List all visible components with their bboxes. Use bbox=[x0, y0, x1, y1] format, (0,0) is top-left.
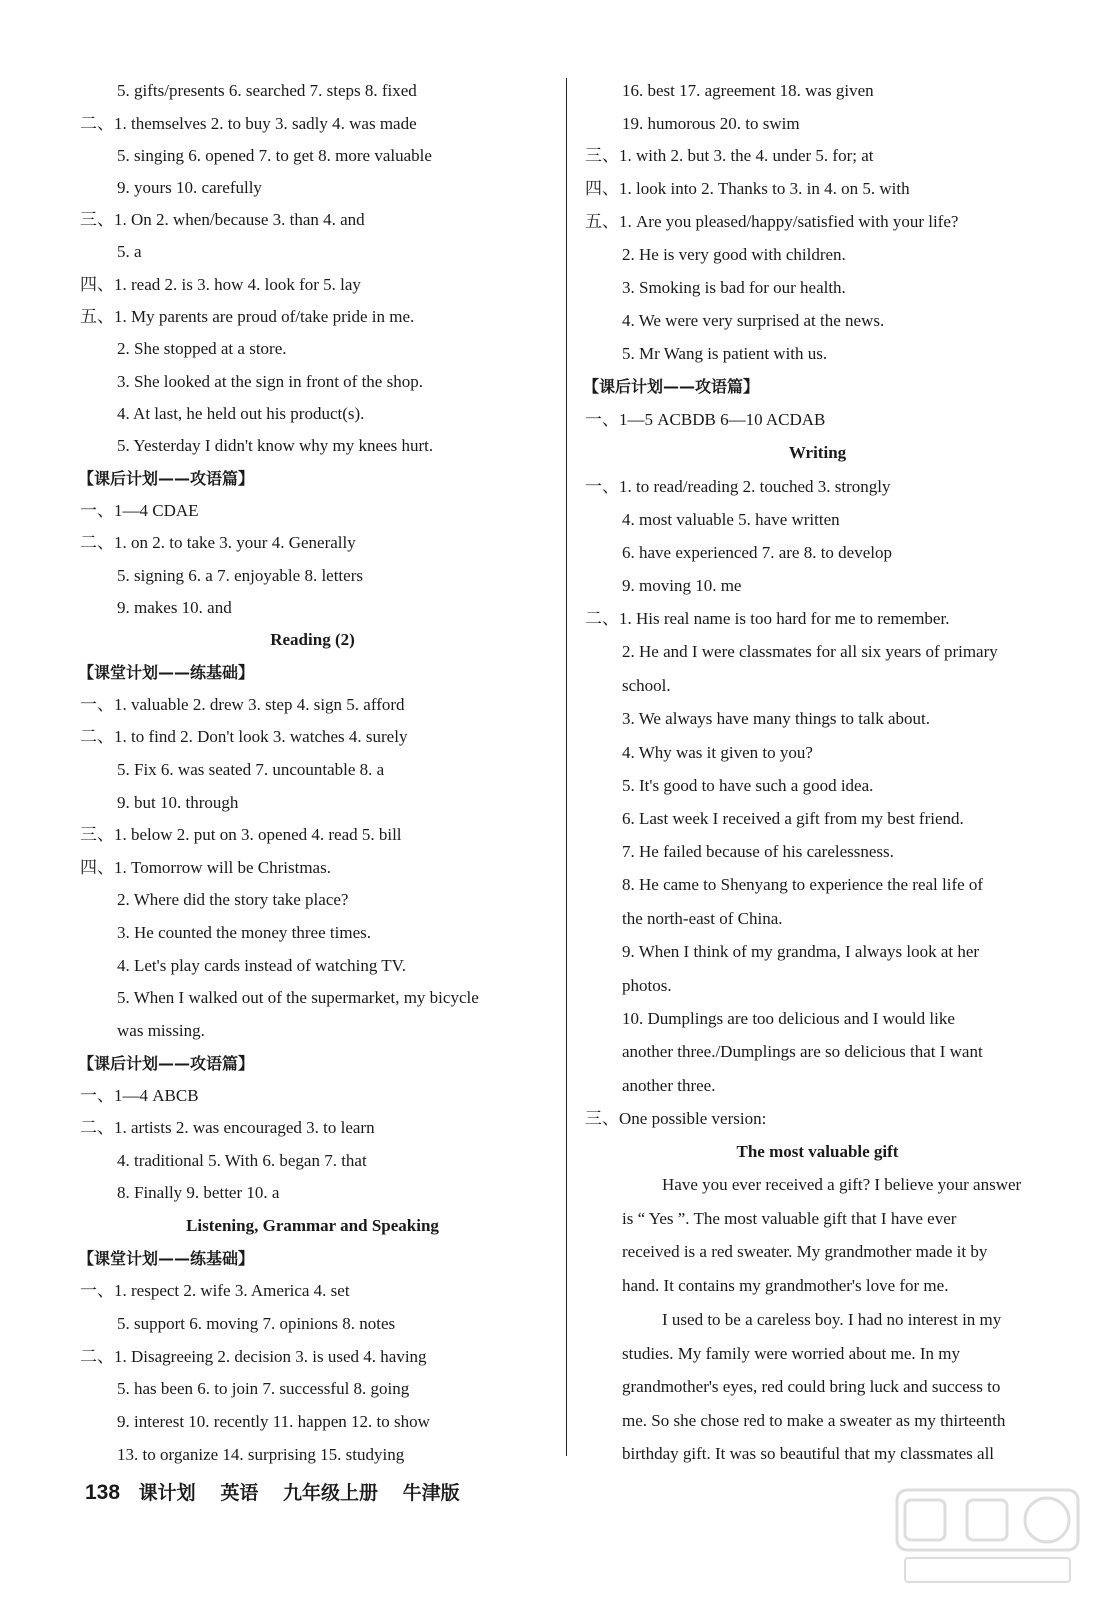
answer-line: 3. We always have many things to talk about. bbox=[622, 709, 931, 728]
answer-line: 五、1. My parents are proud of/take pride in me. bbox=[80, 307, 415, 326]
answer-line: 3. He counted the money three times. bbox=[117, 923, 371, 942]
essay-line: is “ Yes ”. The most valuable gift that I have ever bbox=[622, 1209, 957, 1228]
section-header: 【课后计划——攻语篇】 bbox=[78, 469, 255, 488]
answer-line: the north-east of China. bbox=[622, 909, 783, 928]
answer-line: 10. Dumplings are too delicious and I would like bbox=[622, 1009, 955, 1028]
answer-line: 4. Let's play cards instead of watching TV. bbox=[117, 956, 407, 975]
answer-line: 6. have experienced 7. are 8. to develop bbox=[622, 543, 892, 562]
answer-line: 5. Yesterday I didn't know why my knees hurt. bbox=[117, 436, 434, 455]
answer-line: 6. Last week I received a gift from my best friend. bbox=[622, 809, 964, 828]
answer-line: 5. singing 6. opened 7. to get 8. more valuable bbox=[117, 146, 432, 165]
answer-line: 9. interest 10. recently 11. happen 12. to show bbox=[117, 1412, 430, 1431]
unit-title: Listening, Grammar and Speaking bbox=[186, 1216, 439, 1235]
unit-title: Writing bbox=[788, 443, 847, 462]
answer-line: 二、1. themselves 2. to buy 3. sadly 4. was made bbox=[80, 114, 417, 133]
answer-line: 三、1. below 2. put on 3. opened 4. read 5. bill bbox=[80, 825, 402, 844]
answer-line: 9. When I think of my grandma, I always look at her bbox=[622, 942, 980, 961]
answer-line: 一、1—5 ACBDB 6—10 ACDAB bbox=[585, 410, 826, 429]
answer-line: 8. Finally 9. better 10. a bbox=[117, 1183, 280, 1202]
answer-line: 三、1. On 2. when/because 3. than 4. and bbox=[80, 210, 365, 229]
answer-line: 4. most valuable 5. have written bbox=[622, 510, 840, 529]
answer-line: 四、1. read 2. is 3. how 4. look for 5. lay bbox=[80, 275, 361, 294]
answer-line: 四、1. Tomorrow will be Christmas. bbox=[80, 858, 331, 877]
answer-line: 19. humorous 20. to swim bbox=[622, 114, 800, 133]
answer-line: 16. best 17. agreement 18. was given bbox=[622, 81, 874, 100]
answer-line: 二、1. Disagreeing 2. decision 3. is used 4. having bbox=[80, 1347, 427, 1366]
answer-line: 二、1. His real name is too hard for me to remember. bbox=[585, 609, 950, 628]
answer-line: 三、1. with 2. but 3. the 4. under 5. for; at bbox=[585, 146, 874, 165]
answer-line: 一、1. valuable 2. drew 3. step 4. sign 5. afford bbox=[80, 695, 405, 714]
answer-line: 一、1. to read/reading 2. touched 3. strongly bbox=[585, 477, 891, 496]
answer-line: 5. support 6. moving 7. opinions 8. notes bbox=[117, 1314, 396, 1333]
answer-line: 4. We were very surprised at the news. bbox=[622, 311, 885, 330]
answer-line: 5. a bbox=[117, 242, 142, 261]
answer-line: another three. bbox=[622, 1076, 716, 1095]
essay-line: me. So she chose red to make a sweater as my thirteenth bbox=[622, 1411, 1006, 1430]
answer-line: 5. It's good to have such a good idea. bbox=[622, 776, 874, 795]
essay-title: The most valuable gift bbox=[736, 1142, 899, 1161]
answer-line: 2. He is very good with children. bbox=[622, 245, 846, 264]
answer-line: 三、One possible version: bbox=[585, 1109, 767, 1128]
essay-line: studies. My family were worried about me. In my bbox=[622, 1344, 961, 1363]
section-header: 【课后计划——攻语篇】 bbox=[78, 1054, 255, 1073]
answer-line: 一、1—4 ABCB bbox=[80, 1086, 199, 1105]
answer-line: 13. to organize 14. surprising 15. studying bbox=[117, 1445, 405, 1464]
answer-line: 4. traditional 5. With 6. began 7. that bbox=[117, 1151, 367, 1170]
answer-line: was missing. bbox=[117, 1021, 205, 1040]
section-header: 【课后计划——攻语篇】 bbox=[583, 377, 760, 396]
answer-line: 二、1. on 2. to take 3. your 4. Generally bbox=[80, 533, 356, 552]
answer-line: photos. bbox=[622, 976, 672, 995]
answer-line: another three./Dumplings are so delicious that I want bbox=[622, 1042, 983, 1061]
edition-label: 牛津版 bbox=[402, 1482, 460, 1504]
answer-line: 5. When I walked out of the supermarket, my bicycle bbox=[117, 988, 479, 1007]
answer-line: 2. Where did the story take place? bbox=[117, 890, 349, 909]
answer-line: 四、1. look into 2. Thanks to 3. in 4. on 5. with bbox=[585, 179, 910, 198]
answer-line: 一、1. respect 2. wife 3. America 4. set bbox=[80, 1281, 350, 1300]
answer-line: 5. signing 6. a 7. enjoyable 8. letters bbox=[117, 566, 363, 585]
answer-line: 2. She stopped at a store. bbox=[117, 339, 287, 358]
section-header: 【课堂计划——练基础】 bbox=[78, 1249, 255, 1268]
essay-line: hand. It contains my grandmother's love for me. bbox=[622, 1276, 949, 1295]
answer-line: 5. Mr Wang is patient with us. bbox=[622, 344, 828, 363]
essay-line: grandmother's eyes, red could bring luck and success to bbox=[622, 1377, 1001, 1396]
answer-line: 7. He failed because of his carelessness. bbox=[622, 842, 894, 861]
answer-line: 4. At last, he held out his product(s). bbox=[117, 404, 365, 423]
page-number: 138 bbox=[85, 1481, 121, 1504]
answer-line: 5. gifts/presents 6. searched 7. steps 8. fixed bbox=[117, 81, 417, 100]
answer-line: 9. makes 10. and bbox=[117, 598, 232, 617]
subject-name: 英语 bbox=[220, 1482, 259, 1504]
essay-line: birthday gift. It was so beautiful that my classmates all bbox=[622, 1444, 995, 1463]
answer-line: school. bbox=[622, 676, 671, 695]
answer-line: 五、1. Are you pleased/happy/satisfied with your life? bbox=[585, 212, 959, 231]
answer-line: 一、1—4 CDAE bbox=[80, 501, 199, 520]
answer-line: 8. He came to Shenyang to experience the real life of bbox=[622, 875, 984, 894]
watermark-logo bbox=[895, 1488, 1080, 1588]
series-name: 课计划 bbox=[138, 1482, 196, 1504]
answer-line: 2. He and I were classmates for all six years of primary bbox=[622, 642, 998, 661]
answer-line: 5. has been 6. to join 7. successful 8. going bbox=[117, 1379, 410, 1398]
answer-line: 9. yours 10. carefully bbox=[117, 178, 262, 197]
answer-line: 3. She looked at the sign in front of the shop. bbox=[117, 372, 423, 391]
grade-label: 九年级上册 bbox=[282, 1482, 378, 1504]
answer-line: 3. Smoking is bad for our health. bbox=[622, 278, 846, 297]
essay-line: received is a red sweater. My grandmother made it by bbox=[622, 1242, 988, 1261]
answer-line: 二、1. artists 2. was encouraged 3. to learn bbox=[80, 1118, 375, 1137]
essay-line: I used to be a careless boy. I had no interest in my bbox=[662, 1310, 1002, 1329]
essay-line: Have you ever received a gift? I believe your answer bbox=[662, 1175, 1022, 1194]
answer-line: 4. Why was it given to you? bbox=[622, 743, 813, 762]
section-header: 【课堂计划——练基础】 bbox=[78, 663, 255, 682]
answer-line: 二、1. to find 2. Don't look 3. watches 4. surely bbox=[80, 727, 408, 746]
answer-line: 5. Fix 6. was seated 7. uncountable 8. a bbox=[117, 760, 385, 779]
answer-line: 9. but 10. through bbox=[117, 793, 239, 812]
unit-title: Reading (2) bbox=[270, 630, 355, 649]
answer-line: 9. moving 10. me bbox=[622, 576, 742, 595]
page-footer bbox=[85, 1478, 478, 1505]
column-divider bbox=[566, 78, 567, 1456]
